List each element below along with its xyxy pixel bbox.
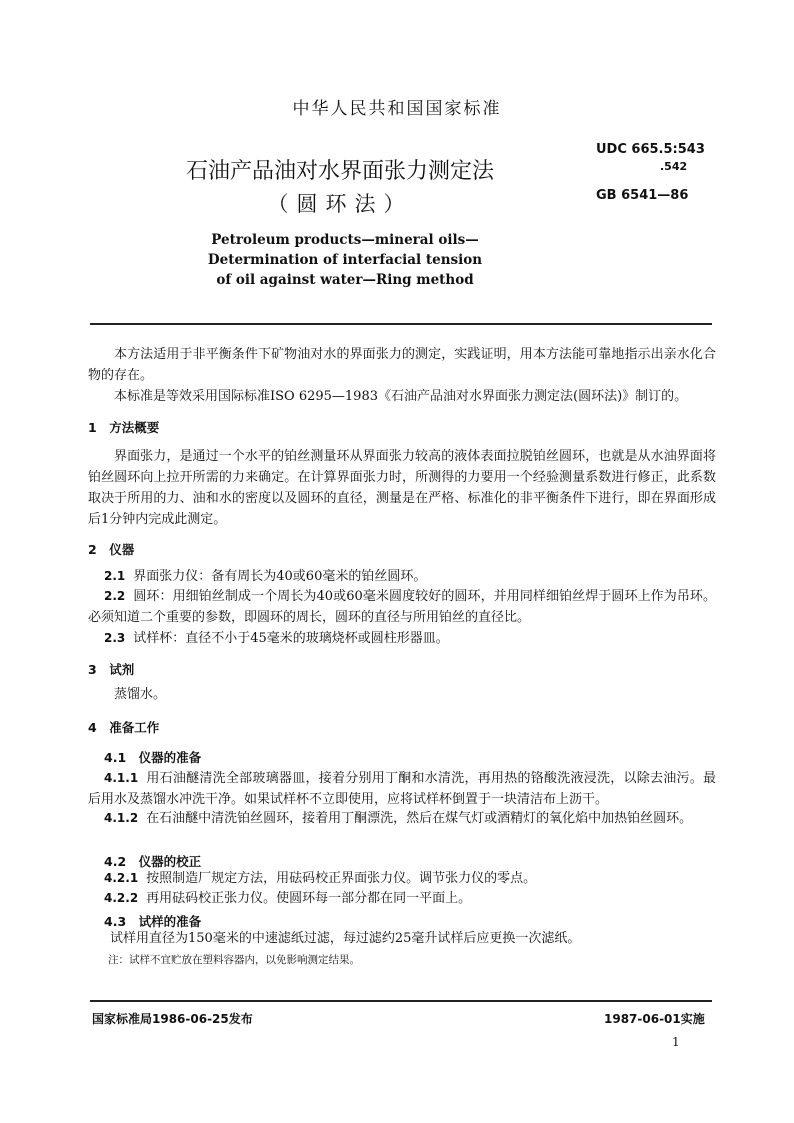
- clause-item: [88, 808, 716, 829]
- clause-number: 2.2: [104, 589, 126, 603]
- top-divider: [90, 323, 712, 325]
- clause-text: 在石油醚中清洗铂丝圆环，接着用丁酮漂洗，然后在煤气灯或酒精灯的氧化焰中加热铂丝圆环。: [146, 811, 693, 826]
- udc-code: UDC 665.5:543: [596, 142, 705, 157]
- clause-text: 试样杯：直径不小于45毫米的玻璃烧杯或圆柱形器皿。: [133, 631, 449, 646]
- intro-paragraph: 本方法适用于非平衡条件下矿物油对水的界面张力的测定，实践证明，用本方法能可靠地指示出亲水化合物的存在。: [88, 347, 716, 383]
- clause-number: 4.2.1: [104, 871, 139, 885]
- udc-code-continued: .542: [660, 160, 688, 173]
- section-heading: 3 试剂: [88, 662, 135, 677]
- gb-number: GB 6541—86: [596, 188, 689, 203]
- section-heading: 2 仪器: [88, 542, 135, 557]
- subsection-heading: 4.2 仪器的校正: [104, 854, 202, 869]
- clause-item: [88, 868, 716, 889]
- bottom-divider: [90, 1000, 712, 1002]
- section-heading: 1 方法概要: [88, 420, 160, 435]
- clause-text: 用石油醚清洗全部玻璃器皿，接着分别用丁酮和水清洗，再用热的铬酸洗液浸洗，以除去油污。最后用水及蒸馏水冲洗干净。如果试样杯不立即使用，应将试样杯倒置于一块清洁布上沥干。: [88, 771, 716, 807]
- effective-date: 1987-06-01实施: [604, 1012, 705, 1026]
- clause-number: 2.1: [104, 569, 126, 583]
- note-text: 注：试样不宜贮放在塑料容器内，以免影响测定结果。: [108, 954, 360, 966]
- english-title: [180, 230, 510, 290]
- clause-text: 界面张力仪：备有周长为40或60毫米的铂丝圆环。: [133, 569, 427, 584]
- section-paragraph: 试样用直径为150毫米的中速滤纸过滤，每过滤约25毫升试样后应更换一次滤纸。: [110, 931, 581, 946]
- page-number: 1: [672, 1035, 680, 1049]
- section-heading: 4 准备工作: [88, 720, 160, 735]
- clause-number: 2.3: [104, 631, 126, 645]
- clause-text: 再用砝码校正张力仪。使圆环每一部分都在同一平面上。: [146, 891, 472, 906]
- clause-item: [88, 888, 716, 909]
- english-title-line: Petroleum products—mineral oils—: [211, 232, 479, 248]
- section-paragraph: 界面张力，是通过一个水平的铂丝测量环从界面张力较高的液体表面拉脱铂丝圆环，也就是从水油界面将铂丝圆环向上拉开所需的力来确定。在计算界面张力时，所测得的力要用一个经验测量系数进行修正，此系数取决于所用的力、油和水的密度以及圆环的直径，测量是在严格、标准化的非平衡条件下进行，即在界面形成后1分钟内完成此测定。: [88, 449, 716, 527]
- clause-item: [88, 586, 716, 628]
- document-title: 石油产品油对水界面张力测定法: [185, 159, 494, 184]
- clause-item: [88, 768, 716, 810]
- national-standard-label: 中华人民共和国国家标准: [292, 99, 502, 119]
- english-title-line: of oil against water—Ring method: [216, 272, 474, 288]
- clause-text: 圆环：用细铂丝制成一个周长为40或60毫米圆度较好的圆环，并用同样细铂丝焊于圆环上作为吊环。必须知道二个重要的参数，即圆环的周长，圆环的直径与所用铂丝的直径比。: [88, 589, 716, 625]
- intro-paragraph: 本标准是等效采用国际标准ISO 6295—1983《石油产品油对水界面张力测定法(圆环法)》制订的。: [114, 389, 688, 404]
- clause-number: 4.1.1: [104, 771, 139, 785]
- clause-number: 4.2.2: [104, 891, 139, 905]
- section-paragraph: 蒸馏水。: [114, 687, 167, 702]
- clause-item: [88, 628, 716, 649]
- issued-date: 国家标准局1986-06-25发布: [92, 1012, 253, 1026]
- document-subtitle: （圆环法）: [267, 192, 413, 216]
- clause-text: 按照制造厂规定方法，用砝码校正界面张力仪。调节张力仪的零点。: [146, 871, 537, 886]
- subsection-heading: 4.3 试样的准备: [104, 914, 202, 929]
- subsection-heading: 4.1 仪器的准备: [104, 750, 202, 765]
- english-title-line: Determination of interfacial tension: [207, 252, 483, 268]
- clause-number: 4.1.2: [104, 811, 139, 825]
- clause-item: [88, 566, 716, 587]
